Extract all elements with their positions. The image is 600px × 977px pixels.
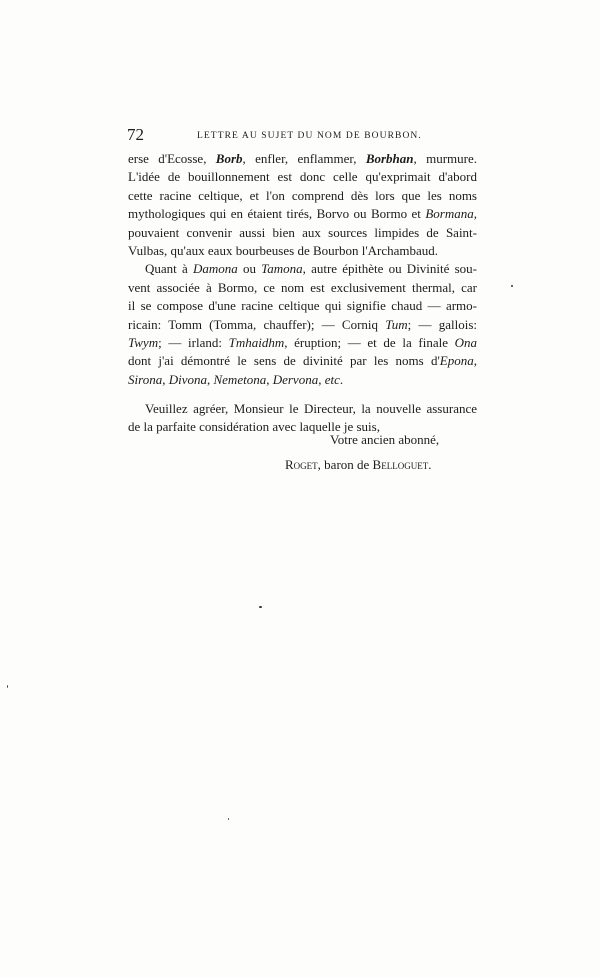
closing-line: Votre ancien abonné, xyxy=(330,432,440,447)
paragraph-2 xyxy=(128,260,477,389)
body-line: ricain: Tomm (Tomma, chauffer); — Corniq Tum; — gallois: xyxy=(128,316,477,332)
paragraph-1 xyxy=(128,150,477,260)
body-line: vent associée à Bormo, ce nom est exclusivement thermal, car xyxy=(128,279,477,295)
signature-period: . xyxy=(428,457,432,472)
signature-first-name: Roget xyxy=(285,457,318,472)
ink-speck xyxy=(259,606,262,608)
body-line: erse d'Ecosse, Borb, enfler, enflammer, Borbhan, murmure. xyxy=(128,151,478,166)
ink-speck xyxy=(228,818,229,820)
body-line: Quant à Damona ou Tamona, autre épithète ou Divinité sou- xyxy=(145,261,478,277)
body-line: Veuillez agréer, Monsieur le Directeur, la nouvelle assurance xyxy=(145,401,477,417)
body-line: cette racine celtique, et l'on comprend dès lors que les noms xyxy=(128,187,477,203)
body-line: il se compose d'une racine celtique qui signifie chaud — armo- xyxy=(128,298,477,314)
body-line: de la parfaite considération avec laquelle je suis, xyxy=(128,419,380,435)
signature-title: , baron de xyxy=(317,457,373,472)
body-line: L'idée de bouillonnement est donc celle qu'exprimait d'abord xyxy=(128,169,477,185)
body-line: pouvaient convenir aussi bien aux sources limpides de Saint- xyxy=(128,224,477,240)
ink-speck xyxy=(511,285,513,287)
ink-speck xyxy=(7,685,8,688)
signature-line xyxy=(285,456,431,474)
page-header xyxy=(127,126,474,144)
letter-body xyxy=(128,150,477,437)
page-number: 72 xyxy=(127,125,144,144)
body-line: dont j'ai démontré le sens de divinité par les noms d'Epona, xyxy=(128,353,477,369)
body-line: Vulbas, qu'aux eaux bourbeuses de Bourbon l'Archambaud. xyxy=(128,242,439,258)
body-line: Twym; — irland: Tmhaidhm, éruption; — et de la finale Ona xyxy=(128,334,478,350)
body-line: mythologiques qui en étaient tirés, Borvo ou Bormo et Bormana, xyxy=(128,206,477,222)
signature-last-name: Belloguet xyxy=(372,457,429,472)
running-head: LETTRE AU SUJET DU NOM DE BOURBON. xyxy=(197,131,422,141)
paragraph-spacer xyxy=(128,389,477,400)
body-line: Sirona, Divona, Nemetona, Dervona, etc. xyxy=(128,371,344,387)
